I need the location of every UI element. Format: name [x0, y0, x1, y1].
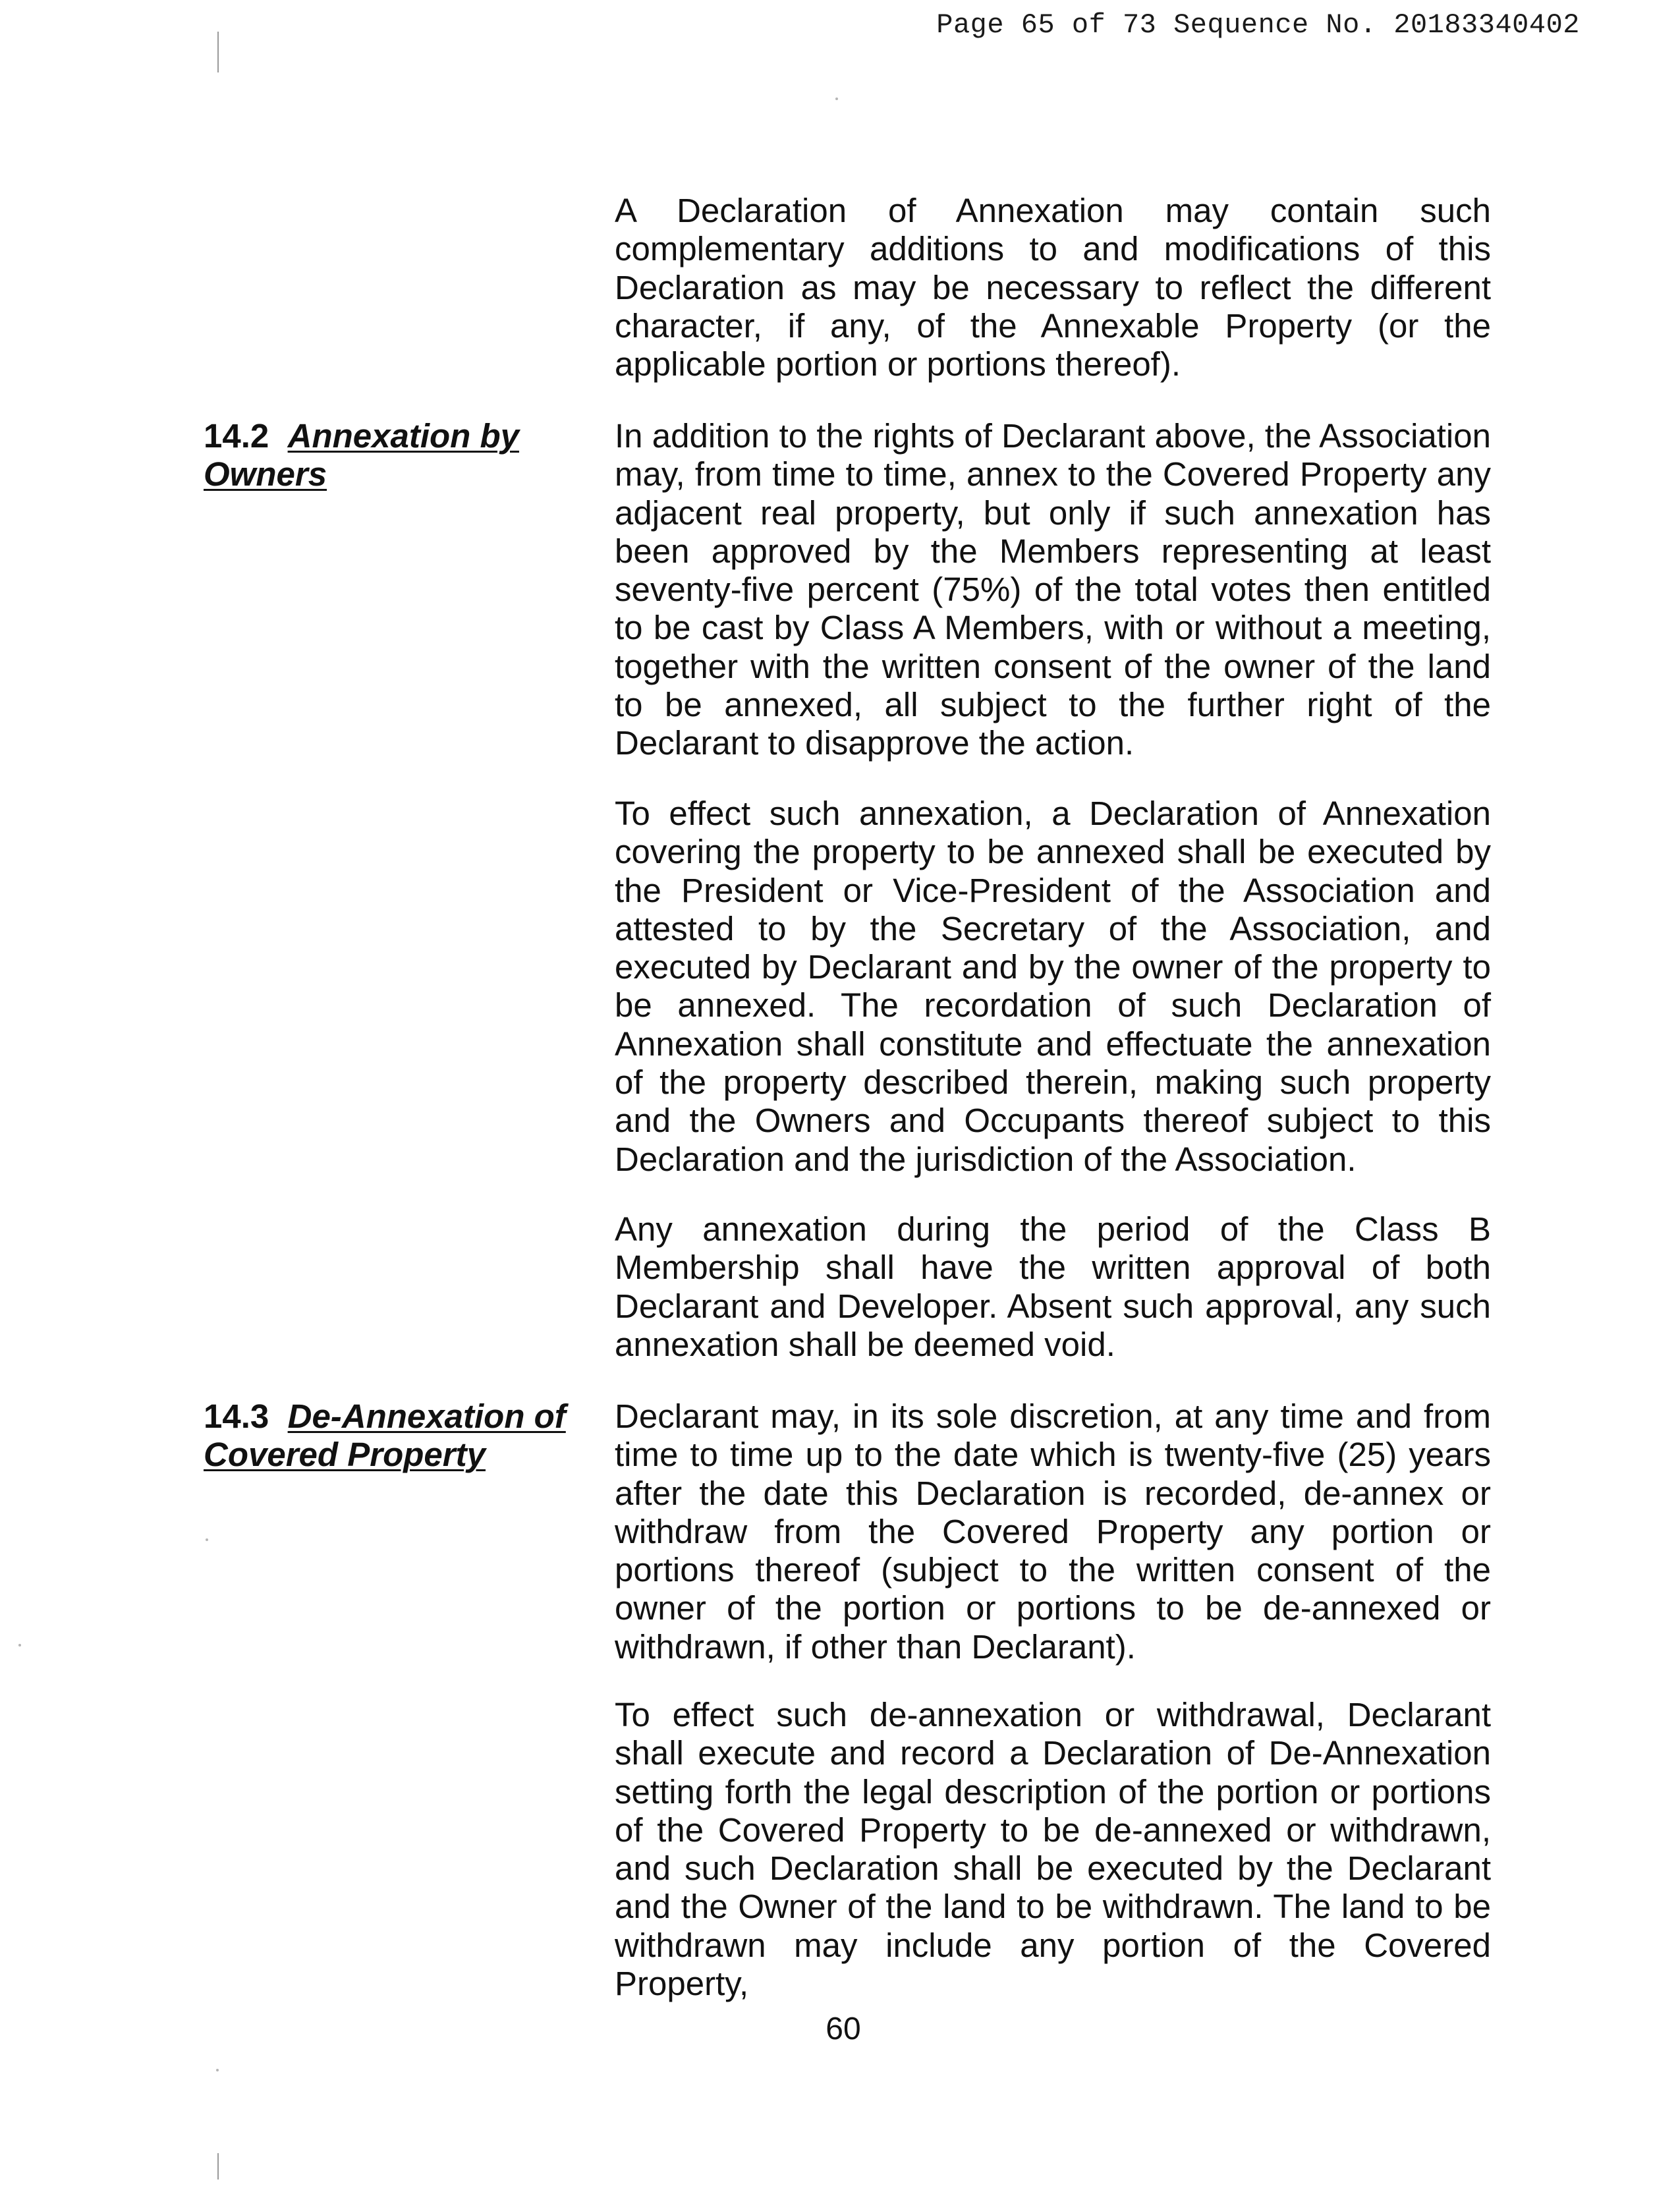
scan-speck	[18, 1644, 21, 1646]
section-number: 14.3	[204, 1397, 269, 1435]
paragraph-annexation-declaration-content: A Declaration of Annexation may contain such complementary additions to and modifications of this Declaration as may be necessary to reflect the different character, if any, of the Annexable Property (or the applicable portion or portions thereof).	[615, 192, 1491, 383]
section-number: 14.2	[204, 417, 269, 455]
scan-artifact-top-left	[217, 32, 219, 72]
scan-artifact-bottom-left	[217, 2153, 219, 2180]
section-heading-14-3	[204, 1397, 599, 1475]
page-header: Page 65 of 73 Sequence No. 20183340402	[936, 9, 1580, 41]
paragraph-annexation-by-owners-3: Any annexation during the period of the Class B Membership shall have the written approval of both Declarant and Developer. Absent such approval, any such annexation shall be deemed void.	[615, 1210, 1491, 1363]
page-number: 60	[826, 2011, 861, 2046]
paragraph-de-annexation-1: Declarant may, in its sole discretion, at any time and from time to time up to the date which is twenty-five (25) years after the date this Declaration is recorded, de-annex or withdraw from the Covered Property any portion or portions thereof (subject to the written consent of the owner of the portion or portions to be de-annexed or withdrawn, if other than Declarant).	[615, 1397, 1491, 1666]
paragraph-annexation-by-owners-1: In addition to the rights of Declarant above, the Association may, from time to time, annex to the Covered Property any adjacent real property, but only if such annexation has been approved by the Members representing at least seventy-five percent (75%) of the total votes then entitled to be cast by Class A Members, with or without a meeting, together with the written consent of the owner of the land to be annexed, all subject to the further right of the Declarant to disapprove the action.	[615, 417, 1491, 762]
paragraph-de-annexation-2: To effect such de-annexation or withdrawal, Declarant shall execute and record a Declaration of De-Annexation setting forth the legal description of the portion or portions of the Covered Property to be de-annexed or withdrawn, and such Declaration shall be executed by the Declarant and the Owner of the land to be withdrawn. The land to be withdrawn may include any portion of the Covered Property,	[615, 1696, 1491, 2003]
scan-speck	[216, 2069, 219, 2071]
section-title: Annexation by Owners	[204, 417, 519, 493]
scan-speck	[835, 98, 838, 100]
scan-speck	[206, 1538, 208, 1541]
paragraph-annexation-by-owners-2: To effect such annexation, a Declaration of Annexation covering the property to be annexed shall be executed by the President or Vice-President of the Association and attested to by the Secretary of the Association, and executed by Declarant and by the owner of the property to be annexed. The recordation of such Declaration of Annexation shall constitute and effectuate the annexation of the property described therein, making such property and the Owners and Occupants thereof subject to this Declaration and the jurisdiction of the Association.	[615, 795, 1491, 1178]
section-title: De-Annexation of Covered Property	[204, 1397, 566, 1474]
section-heading-14-2	[204, 417, 599, 494]
